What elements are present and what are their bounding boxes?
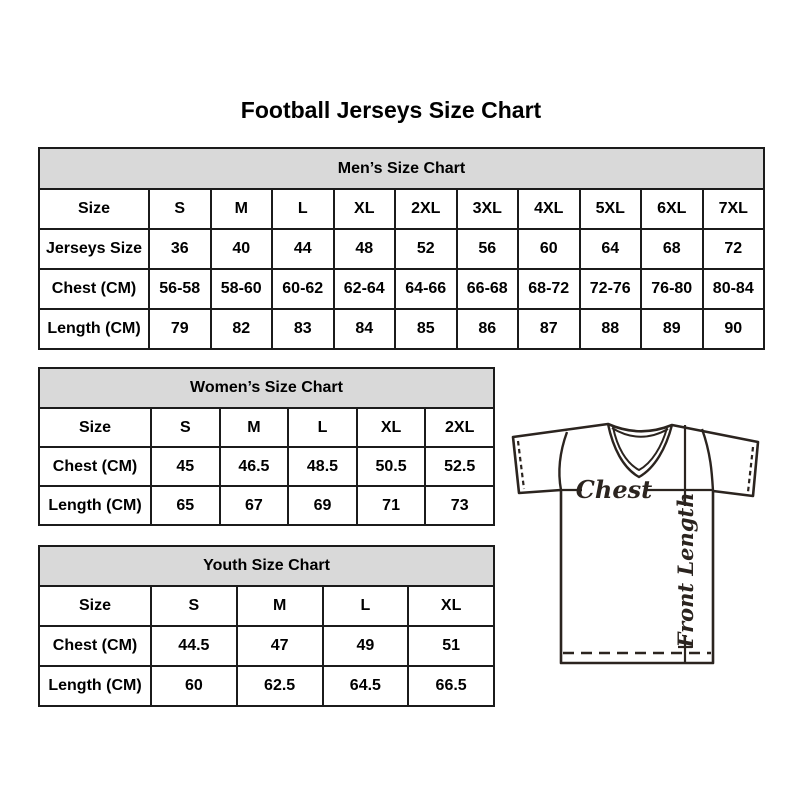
mens-table-title: Men’s Size Chart [39, 148, 764, 189]
cell: 58-60 [211, 269, 273, 309]
row-label: Chest (CM) [39, 626, 151, 666]
womens-size-table [38, 367, 495, 526]
row-label: Length (CM) [39, 486, 151, 525]
cell: 36 [149, 229, 211, 269]
cell: 45 [151, 447, 220, 486]
jersey-measurement-diagram [506, 416, 762, 668]
womens-header-size: Size [39, 408, 151, 447]
page-title: Football Jerseys Size Chart [240, 97, 542, 123]
youth-header-cell: L [323, 586, 409, 626]
mens-header-cell: 7XL [703, 189, 765, 229]
jersey-outline-shape [513, 424, 758, 663]
youth-size-table [38, 545, 495, 707]
cell: 85 [395, 309, 457, 349]
mens-header-cell: L [272, 189, 334, 229]
cell: 90 [703, 309, 765, 349]
cell: 49 [323, 626, 409, 666]
mens-header-cell: 5XL [580, 189, 642, 229]
mens-header-cell: 6XL [641, 189, 703, 229]
cell: 68-72 [518, 269, 580, 309]
row-label: Length (CM) [39, 309, 149, 349]
row-label: Chest (CM) [39, 269, 149, 309]
cell: 72-76 [580, 269, 642, 309]
youth-header-cell: S [151, 586, 237, 626]
cell: 60-62 [272, 269, 334, 309]
cell: 40 [211, 229, 273, 269]
mens-header-size: Size [39, 189, 149, 229]
cell: 84 [334, 309, 396, 349]
cell: 51 [408, 626, 494, 666]
womens-header-cell: M [220, 408, 289, 447]
cell: 71 [357, 486, 426, 525]
cell: 44.5 [151, 626, 237, 666]
cell: 66-68 [457, 269, 519, 309]
cell: 82 [211, 309, 273, 349]
womens-chest-row [39, 447, 494, 486]
mens-chest-row [39, 269, 764, 309]
cell: 66.5 [408, 666, 494, 706]
cell: 89 [641, 309, 703, 349]
cell: 48 [334, 229, 396, 269]
womens-header-cell: 2XL [425, 408, 494, 447]
cell: 87 [518, 309, 580, 349]
womens-table-title: Women’s Size Chart [39, 368, 494, 408]
cell: 62-64 [334, 269, 396, 309]
cell: 64 [580, 229, 642, 269]
mens-length-row [39, 309, 764, 349]
cell: 56-58 [149, 269, 211, 309]
cell: 69 [288, 486, 357, 525]
cell: 68 [641, 229, 703, 269]
cell: 50.5 [357, 447, 426, 486]
mens-jerseys-size-row [39, 229, 764, 269]
youth-table-title: Youth Size Chart [39, 546, 494, 586]
cell: 62.5 [237, 666, 323, 706]
womens-header-cell: S [151, 408, 220, 447]
womens-header-cell: L [288, 408, 357, 447]
youth-chest-row [39, 626, 494, 666]
mens-header-cell: XL [334, 189, 396, 229]
cell: 76-80 [641, 269, 703, 309]
cell: 72 [703, 229, 765, 269]
womens-header-cell: XL [357, 408, 426, 447]
cell: 56 [457, 229, 519, 269]
cell: 44 [272, 229, 334, 269]
row-label: Jerseys Size [39, 229, 149, 269]
youth-header-size: Size [39, 586, 151, 626]
row-label: Chest (CM) [39, 447, 151, 486]
cell: 79 [149, 309, 211, 349]
mens-header-cell: S [149, 189, 211, 229]
cell: 64-66 [395, 269, 457, 309]
cell: 47 [237, 626, 323, 666]
mens-size-table [38, 147, 765, 350]
cell: 65 [151, 486, 220, 525]
cell: 83 [272, 309, 334, 349]
cell: 64.5 [323, 666, 409, 706]
cell: 52 [395, 229, 457, 269]
row-label: Length (CM) [39, 666, 151, 706]
youth-header-cell: M [237, 586, 323, 626]
cell: 86 [457, 309, 519, 349]
cell: 52.5 [425, 447, 494, 486]
cell: 73 [425, 486, 494, 525]
front-length-label: Front Length [673, 492, 698, 648]
cell: 60 [151, 666, 237, 706]
cell: 88 [580, 309, 642, 349]
chest-label: Chest [575, 475, 653, 504]
mens-header-cell: M [211, 189, 273, 229]
cell: 46.5 [220, 447, 289, 486]
cell: 80-84 [703, 269, 765, 309]
cell: 48.5 [288, 447, 357, 486]
womens-length-row [39, 486, 494, 525]
mens-header-cell: 2XL [395, 189, 457, 229]
cell: 60 [518, 229, 580, 269]
mens-header-cell: 3XL [457, 189, 519, 229]
mens-header-cell: 4XL [518, 189, 580, 229]
youth-length-row [39, 666, 494, 706]
cell: 67 [220, 486, 289, 525]
youth-header-cell: XL [408, 586, 494, 626]
